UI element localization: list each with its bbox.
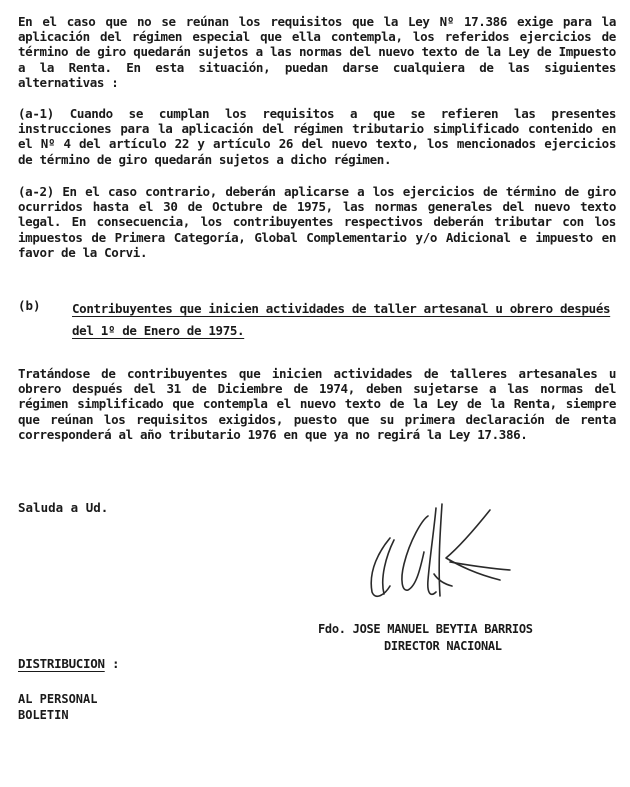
distribution-list: [18, 691, 97, 723]
signer-title: DIRECTOR NACIONAL: [384, 639, 502, 653]
paragraph-a2: (a-2) En el caso contrario, deberán aplicarse a los ejercicios de término de giro ocurridos hasta el 30 de Octubre de 1975, las normas generales del nuevo texto legal. En consecuencia, los contribuyentes respectivos deberán tributar con los impuestos de Primera Categoría, Global Complementario y/o Adicional e impuesto en favor de la Corvi.: [18, 184, 616, 260]
distribution-title: DISTRIBUCION: [18, 656, 105, 671]
closing-salutation: Saluda a Ud.: [18, 500, 109, 515]
section-b-heading: Contribuyentes que inicien actividades de taller artesanal u obrero después del 1º de Enero de 1975.: [72, 301, 611, 338]
distribution-item: BOLETIN: [18, 708, 69, 722]
distribution-heading: [18, 656, 119, 671]
signer-prefix: Fdo.: [318, 622, 346, 636]
paragraph-b: Tratándose de contribuyentes que inicien actividades de talleres artesanales u obrero después del 31 de Diciembre de 1974, deben sujetarse a las normas del régimen simplificado que contempla el nuevo texto de la Ley de la Renta, siempre que reúnan los requisitos exigidos, puesto que su primera declaración de renta corresponderá al año tributario 1976 en que ya no regirá la Ley 17.386.: [18, 366, 616, 442]
signer-name: JOSE MANUEL BEYTIA BARRIOS: [352, 622, 533, 636]
handwritten-signature: [350, 500, 520, 610]
signer-name-line: [318, 622, 533, 636]
section-b-label: (b): [18, 298, 41, 313]
paragraph-intro: En el caso que no se reúnan los requisitos que la Ley Nº 17.386 exige para la aplicación del régimen especial que ella contempla, los referidos ejercicios de término de giro quedarán sujetos a las normas del nuevo texto de la Ley de Impuesto a la Renta. En esta situación, puedan darse cualquiera de las siguientes alternativas :: [18, 14, 616, 90]
distribution-separator: :: [104, 656, 120, 671]
paragraph-a1: (a-1) Cuando se cumplan los requisitos a que se refieren las presentes instrucciones para la aplicación del régimen tributario simplificado contenido en el Nº 4 del artículo 22 y artículo 26 del nuevo texto, los mencionados ejercicios de término de giro quedarán sujetos a dicho régimen.: [18, 106, 616, 167]
distribution-item: AL PERSONAL: [18, 692, 98, 706]
signer-block: [318, 622, 533, 653]
